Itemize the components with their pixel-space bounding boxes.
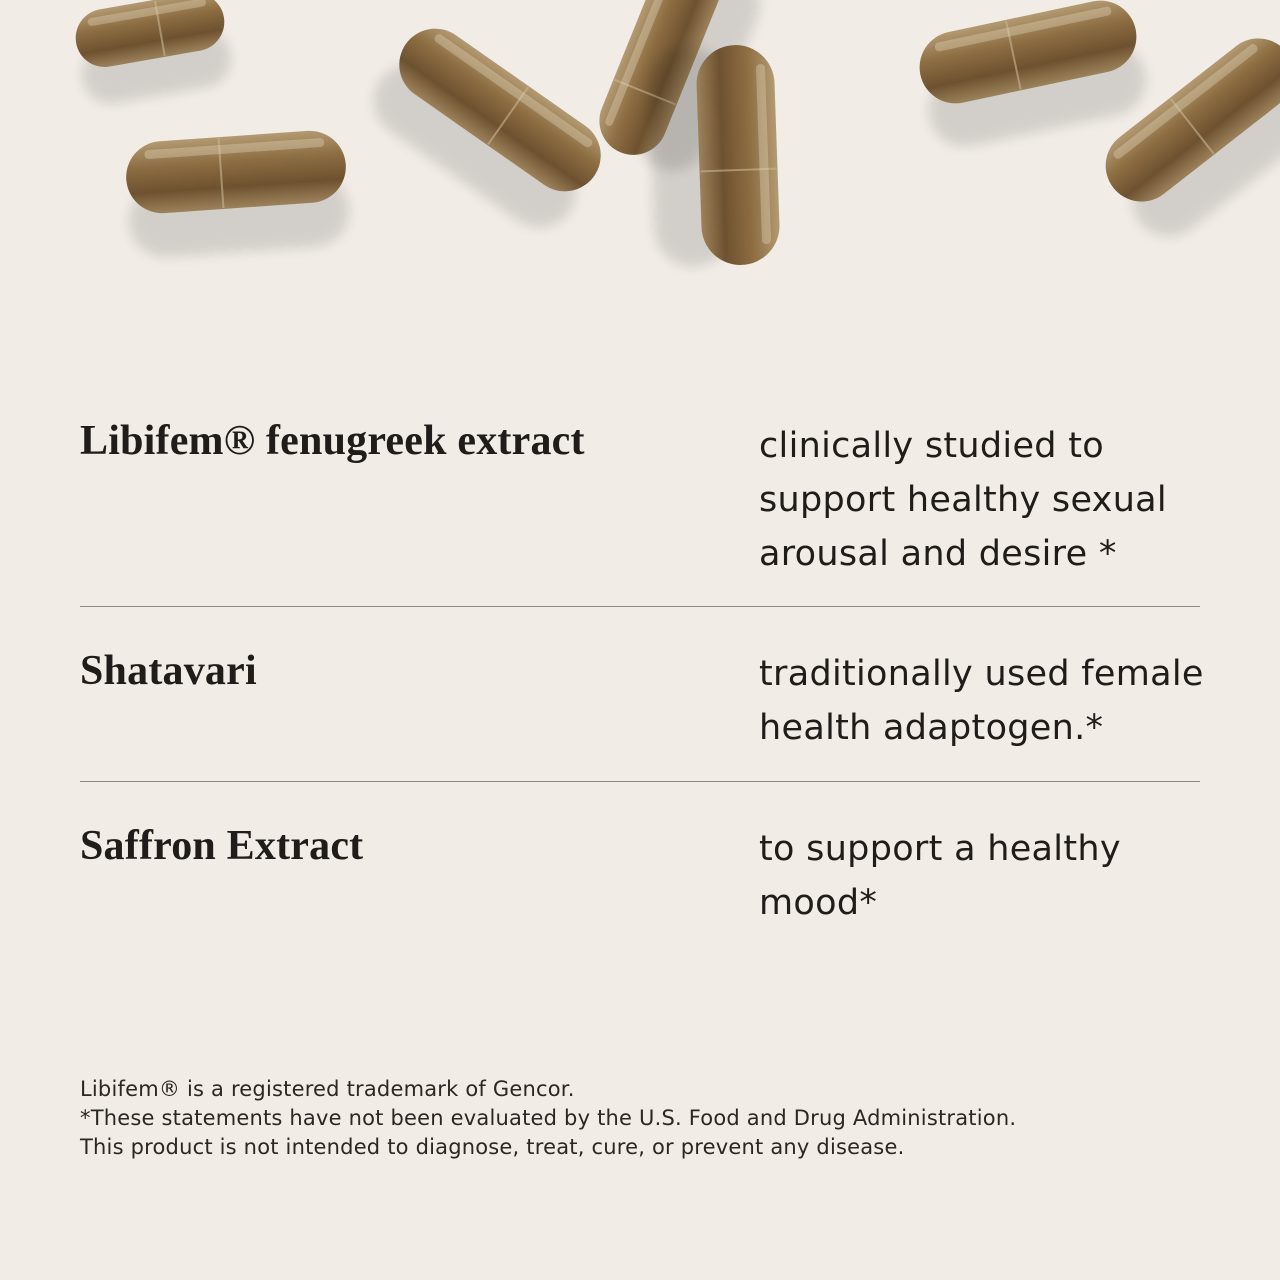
ingredient-description: to support a healthy mood*	[759, 829, 1121, 923]
disclaimer	[80, 1075, 1230, 1162]
ingredient-name: Libifem® fenugreek extract	[80, 418, 585, 464]
ingredient-row	[80, 782, 1200, 957]
capsules-image	[0, 0, 1280, 300]
ingredient-row	[80, 607, 1204, 782]
ingredient-table	[80, 405, 1204, 957]
ingredient-description: clinically studied to support healthy sexual arousal and desire *	[759, 426, 1167, 574]
ingredient-description: traditionally used female health adaptogen.*	[759, 654, 1204, 748]
trademark-note: Libifem® is a registered trademark of Gencor.	[80, 1077, 575, 1101]
ingredient-row	[80, 405, 1200, 607]
fda-disclaimer: This product is not intended to diagnose, treat, cure, or prevent any disease.	[80, 1135, 905, 1159]
ingredient-name: Saffron Extract	[80, 823, 364, 869]
fda-statement: *These statements have not been evaluated by the U.S. Food and Drug Administration.	[80, 1106, 1017, 1130]
capsule-group	[71, 0, 1280, 268]
ingredient-name: Shatavari	[80, 648, 257, 694]
